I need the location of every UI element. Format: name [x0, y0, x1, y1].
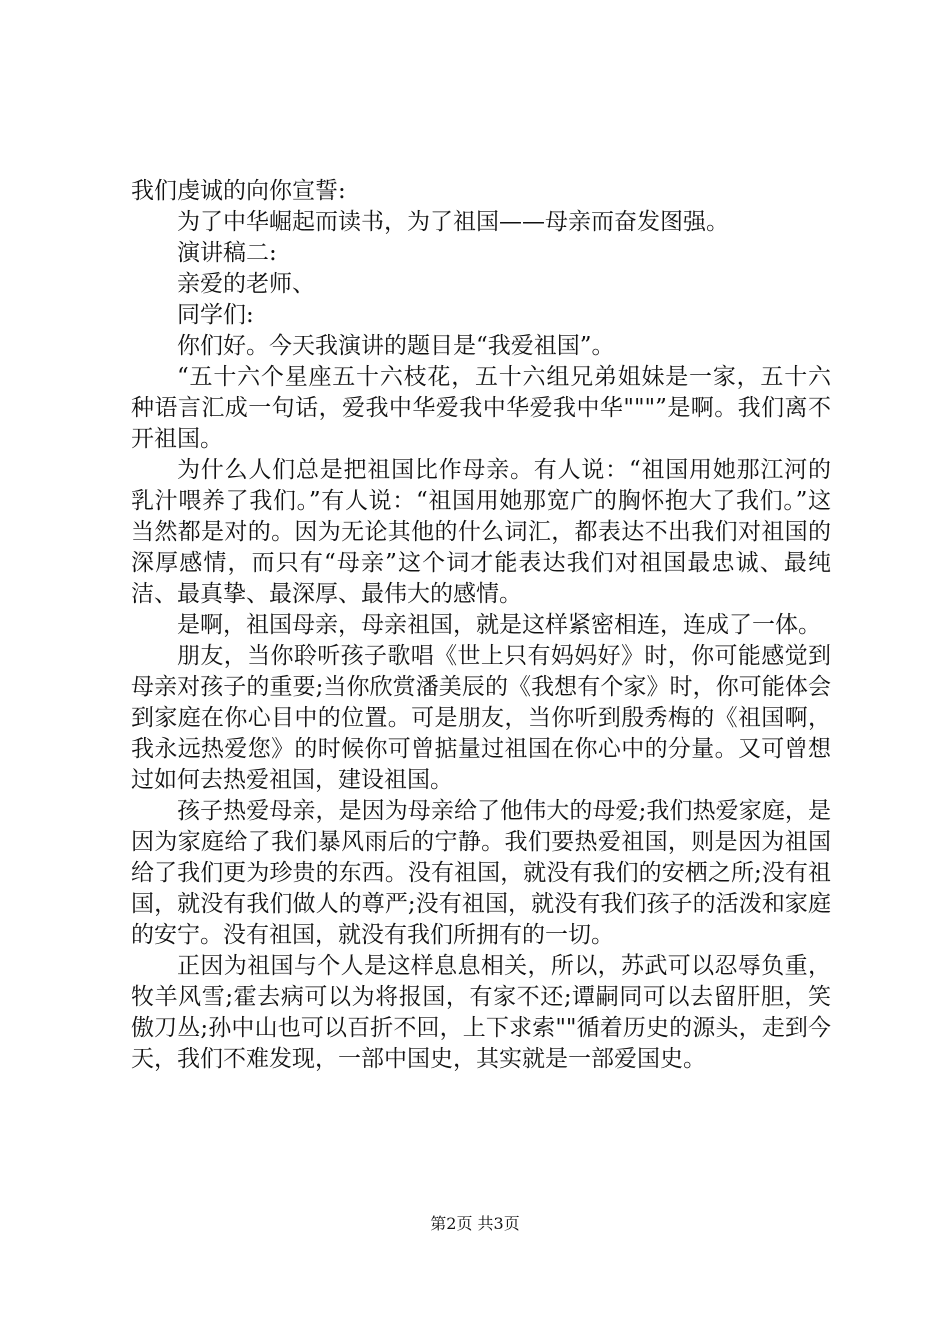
document-body [131, 176, 831, 1075]
paragraph-10: 朋友，当你聆听孩子歌唱《世上只有妈妈好》时，你可能感觉到母亲对孩子的重要;当你欣赏潘美辰的《我想有个家》时，你可能体会到家庭在你心目中的位置。可是朋友，当你听到殷秀梅的《祖国啊，我永远热爱您》的时候你可曾掂量过祖国在你心中的分量。又可曾想过如何去热爱祖国，建设祖国。 [131, 643, 831, 793]
paragraph-3: 演讲稿二: [177, 240, 277, 266]
page-number-footer: 第2页 共3页 [430, 1214, 520, 1233]
paragraph-12: 正因为祖国与个人是这样息息相关，所以，苏武可以忍辱负重，牧羊风雪;霍去病可以为将报国，有家不还;谭嗣同可以去留肝胆，笑傲刀丛;孙中山也可以百折不回，上下求索""循着历史的源头，走到今天，我们不难发现，一部中国史，其实就是一部爱国史。 [131, 953, 831, 1072]
paragraph-11: 孩子热爱母亲，是因为母亲给了他伟大的母爱;我们热爱家庭，是因为家庭给了我们暴风雨后的宁静。我们要热爱祖国，则是因为祖国给了我们更为珍贵的东西。没有祖国，就没有我们的安栖之所;没有祖国，就没有我们做人的尊严;没有祖国，就没有我们孩子的活泼和家庭的安宁。没有祖国，就没有我们所拥有的一切。 [131, 798, 831, 948]
paragraph-9: 是啊，祖国母亲，母亲祖国，就是这样紧密相连，连成了一体。 [177, 612, 821, 638]
paragraph-8: 为什么人们总是把祖国比作母亲。有人说：“祖国用她那江河的乳汁喂养了我们。”有人说：“祖国用她那宽广的胸怀抱大了我们。”这当然都是对的。因为无论其他的什么词汇，都表达不出我们对祖国的深厚感情，而只有“母亲”这个词才能表达我们对祖国最忠诚、最纯洁、最真挚、最深厚、最伟大的感情。 [131, 457, 831, 607]
paragraph-5: 同学们: [177, 302, 254, 328]
paragraph-2: 为了中华崛起而读书，为了祖国——母亲而奋发图强。 [177, 209, 729, 235]
paragraph-6: 你们好。今天我演讲的题目是“我爱祖国”。 [177, 333, 615, 359]
paragraph-7: “五十六个星座五十六枝花，五十六组兄弟姐妹是一家，五十六种语言汇成一句话，爱我中华爱我中华爱我中华"""”是啊。我们离不开祖国。 [131, 364, 831, 452]
paragraph-4: 亲爱的老师、 [177, 271, 315, 297]
paragraph-1: 我们虔诚的向你宣誓: [131, 178, 346, 204]
